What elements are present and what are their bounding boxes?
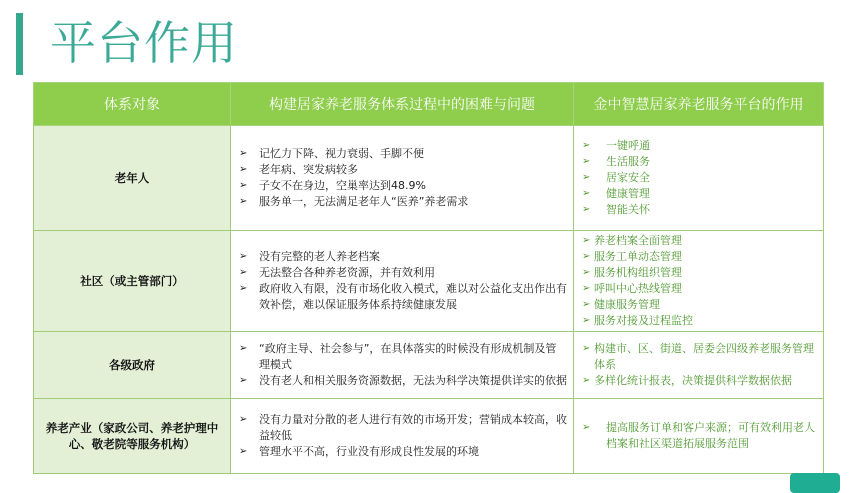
row-object: 养老产业（家政公司、养老护理中心、敬老院等服务机构） <box>34 399 231 474</box>
row-roles <box>574 231 824 332</box>
role-item: ➢ 多样化统计报表，决策提供科学数据依据 <box>580 373 817 389</box>
row-problems <box>231 399 574 474</box>
row-object: 老年人 <box>34 126 231 231</box>
role-item: ➢ 智能关怀 <box>580 202 817 218</box>
row-roles <box>574 126 824 231</box>
problem-item: ➢ 没有力量对分散的老人进行有效的市场开发；营销成本较高，收益较低 <box>237 412 567 444</box>
row-problems <box>231 332 574 399</box>
role-item: ➢ 构建市、区、街道、居委会四级养老服务管理体系 <box>580 341 817 373</box>
problem-item: ➢ 管理水平不高，行业没有形成良性发展的环境 <box>237 444 567 460</box>
table-row <box>34 126 824 231</box>
problem-item: ➢ 政府收入有限，没有市场化收入模式，难以对公益化支出作出有效补偿，难以保证服务体系持续健康发展 <box>237 281 567 313</box>
problem-item: ➢ 记忆力下降、视力衰弱、手脚不便 <box>237 146 567 162</box>
role-item: ➢ 服务机构组织管理 <box>580 265 817 281</box>
row-roles <box>574 399 824 474</box>
table-row <box>34 399 824 474</box>
role-item: ➢ 生活服务 <box>580 154 817 170</box>
table-row <box>34 231 824 332</box>
problem-item: ➢ 子女不在身边，空巢率达到48.9% <box>237 178 567 194</box>
problem-item: ➢ “政府主导、社会参与”，在具体落实的时候没有形成机制及管理模式 <box>237 341 567 373</box>
role-item: ➢ 呼叫中心热线管理 <box>580 281 817 297</box>
role-item: ➢ 居家安全 <box>580 170 817 186</box>
role-item: ➢ 提高服务订单和客户来源；可有效利用老人档案和社区渠道拓展服务范围 <box>580 420 817 452</box>
problem-item: ➢ 没有完整的老人养老档案 <box>237 249 567 265</box>
header-problems: 构建居家养老服务体系过程中的困难与问题 <box>231 83 574 126</box>
role-item: ➢ 服务工单动态管理 <box>580 249 817 265</box>
platform-role-table <box>33 82 824 474</box>
role-item: ➢ 健康服务管理 <box>580 297 817 313</box>
page-title: 平台作用 <box>50 16 238 70</box>
role-item: ➢ 健康管理 <box>580 186 817 202</box>
row-object: 各级政府 <box>34 332 231 399</box>
problem-item: ➢ 服务单一，无法满足老年人“医养”养老需求 <box>237 194 567 210</box>
header-object: 体系对象 <box>34 83 231 126</box>
problem-item: ➢ 无法整合各种养老资源，并有效利用 <box>237 265 567 281</box>
row-problems <box>231 126 574 231</box>
problem-item: ➢ 老年病、突发病较多 <box>237 162 567 178</box>
role-item: ➢ 一键呼通 <box>580 138 817 154</box>
table-row <box>34 332 824 399</box>
row-object: 社区（或主管部门） <box>34 231 231 332</box>
table-header-row <box>34 83 824 126</box>
row-roles <box>574 332 824 399</box>
role-item: ➢ 服务对接及过程监控 <box>580 313 817 329</box>
row-problems <box>231 231 574 332</box>
page-number-badge <box>790 473 840 493</box>
title-accent-bar <box>16 13 23 75</box>
header-roles: 金中智慧居家养老服务平台的作用 <box>574 83 824 126</box>
problem-item: ➢ 没有老人和相关服务资源数据，无法为科学决策提供详实的依据 <box>237 373 567 389</box>
role-item: ➢ 养老档案全面管理 <box>580 233 817 249</box>
